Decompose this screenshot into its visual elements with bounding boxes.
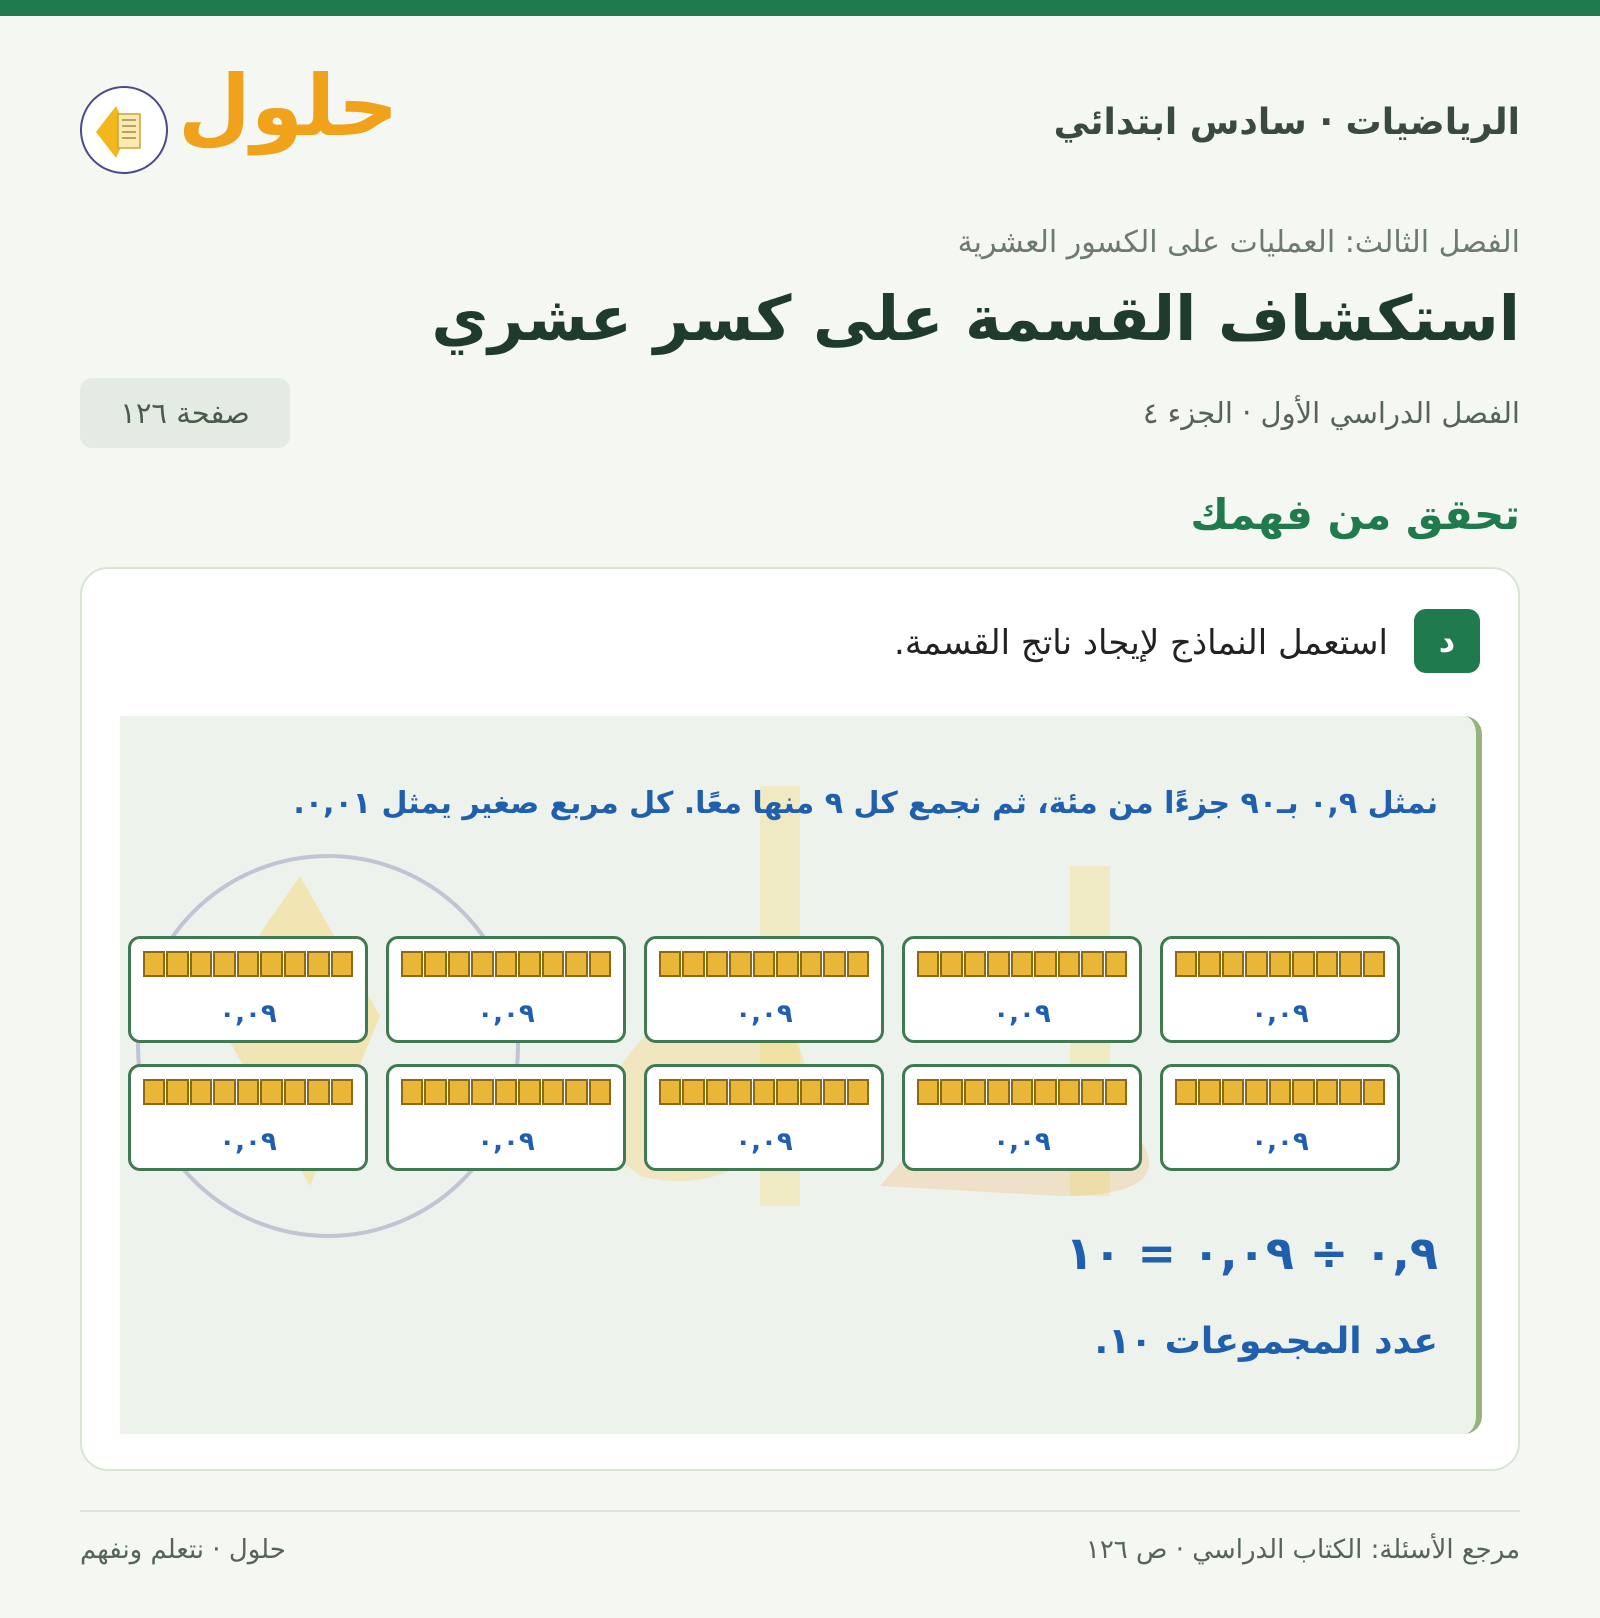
hundredth-square — [729, 951, 751, 977]
hundredth-square — [1245, 1079, 1267, 1105]
question-letter-badge: د — [1414, 609, 1480, 673]
hundredth-square — [706, 951, 728, 977]
hundredth-square — [1198, 1079, 1220, 1105]
hundredths-squares — [401, 1079, 611, 1105]
hundredth-square — [213, 951, 235, 977]
hundredth-square — [1292, 951, 1314, 977]
footer-divider — [80, 1510, 1520, 1512]
hundredth-square — [542, 1079, 564, 1105]
hundredth-square — [987, 951, 1009, 977]
hundredth-square — [1175, 951, 1197, 977]
group-value-label: ٠,٠٩ — [1251, 1127, 1309, 1157]
solution-panel — [120, 716, 1482, 1434]
hundredth-square — [1011, 951, 1033, 977]
hundredth-square — [917, 1079, 939, 1105]
hundredth-square — [964, 951, 986, 977]
hulul-logo[interactable] — [80, 57, 399, 180]
hundredth-square — [589, 951, 611, 977]
hundredth-square — [307, 1079, 329, 1105]
decimal-model-groups — [160, 936, 1400, 1176]
hundredths-squares — [143, 1079, 353, 1105]
hundredths-squares — [917, 951, 1127, 977]
model-group — [386, 936, 626, 1043]
top-accent-bar — [0, 0, 1600, 16]
model-group — [644, 1064, 884, 1171]
hundredth-square — [1175, 1079, 1197, 1105]
hundredth-square — [565, 951, 587, 977]
hundredth-square — [260, 951, 282, 977]
model-group — [902, 1064, 1142, 1171]
group-value-label: ٠,٠٩ — [219, 1127, 277, 1157]
hundredth-square — [166, 1079, 188, 1105]
term-label: الفصل الدراسي الأول · الجزء ٤ — [1142, 396, 1520, 430]
model-group — [902, 936, 1142, 1043]
hundredth-square — [823, 951, 845, 977]
book-logo-icon — [80, 86, 168, 174]
hundredth-square — [495, 951, 517, 977]
page-number-badge: صفحة ١٢٦ — [80, 378, 290, 448]
hundredth-square — [1363, 951, 1385, 977]
hundredth-square — [940, 951, 962, 977]
hundredth-square — [307, 951, 329, 977]
hundredth-square — [1105, 951, 1127, 977]
hundredth-square — [213, 1079, 235, 1105]
hundredth-square — [589, 1079, 611, 1105]
hundredths-squares — [1175, 1079, 1385, 1105]
hundredth-square — [729, 1079, 751, 1105]
hundredth-square — [987, 1079, 1009, 1105]
hundredth-square — [1222, 1079, 1244, 1105]
hundredth-square — [166, 951, 188, 977]
hundredth-square — [1316, 1079, 1338, 1105]
hundredth-square — [1034, 1079, 1056, 1105]
hundredth-square — [659, 951, 681, 977]
model-group — [1160, 936, 1400, 1043]
hundredth-square — [1363, 1079, 1385, 1105]
hundredth-square — [1058, 1079, 1080, 1105]
hundredths-squares — [917, 1079, 1127, 1105]
hundredth-square — [401, 1079, 423, 1105]
hundredth-square — [847, 951, 869, 977]
group-value-label: ٠,٠٩ — [477, 999, 535, 1029]
hundredth-square — [1245, 951, 1267, 977]
answer-result: عدد المجموعات ١٠. — [1094, 1321, 1438, 1362]
model-group — [644, 936, 884, 1043]
hundredths-squares — [659, 951, 869, 977]
hundredth-square — [260, 1079, 282, 1105]
hundredth-square — [659, 1079, 681, 1105]
hundredth-square — [190, 1079, 212, 1105]
hundredth-square — [471, 1079, 493, 1105]
question-card — [80, 567, 1520, 1471]
footer-brand: حلول · نتعلم ونفهم — [80, 1535, 286, 1565]
hundredth-square — [284, 1079, 306, 1105]
hundredth-square — [331, 951, 353, 977]
group-value-label: ٠,٠٩ — [735, 1127, 793, 1157]
group-value-label: ٠,٠٩ — [993, 999, 1051, 1029]
hundredth-square — [1034, 951, 1056, 977]
group-value-label: ٠,٠٩ — [219, 999, 277, 1029]
group-value-label: ٠,٠٩ — [735, 999, 793, 1029]
hundredth-square — [471, 951, 493, 977]
hundredth-square — [776, 1079, 798, 1105]
model-group — [128, 936, 368, 1043]
hundredth-square — [753, 951, 775, 977]
hundredth-square — [1316, 951, 1338, 977]
lesson-title: استكشاف القسمة على كسر عشري — [431, 282, 1520, 355]
hundredth-square — [1269, 951, 1291, 977]
hundredths-squares — [143, 951, 353, 977]
solution-explanation: نمثل ٠,٩ بـ٩٠ جزءًا من مئة، ثم نجمع كل ٩ منها معًا. كل مربع صغير يمثل ٠,٠١. — [293, 786, 1438, 821]
hundredth-square — [1081, 951, 1103, 977]
logo-wordmark: حلول — [178, 57, 399, 155]
hundredth-square — [1011, 1079, 1033, 1105]
hundredth-square — [565, 1079, 587, 1105]
hundredth-square — [753, 1079, 775, 1105]
hundredth-square — [706, 1079, 728, 1105]
hundredth-square — [190, 951, 212, 977]
hundredth-square — [448, 951, 470, 977]
hundredth-square — [964, 1079, 986, 1105]
hundredth-square — [424, 951, 446, 977]
hundredth-square — [518, 951, 540, 977]
hundredth-square — [424, 1079, 446, 1105]
question-text: استعمل النماذج لإيجاد ناتج القسمة. — [894, 623, 1388, 663]
hundredth-square — [776, 951, 798, 977]
hundredth-square — [1339, 951, 1361, 977]
section-title: تحقق من فهمك — [1190, 490, 1520, 539]
hundredth-square — [1198, 951, 1220, 977]
hundredth-square — [1081, 1079, 1103, 1105]
hundredth-square — [1222, 951, 1244, 977]
hundredth-square — [331, 1079, 353, 1105]
hundredths-squares — [401, 951, 611, 977]
hundredth-square — [448, 1079, 470, 1105]
hundredth-square — [1339, 1079, 1361, 1105]
group-value-label: ٠,٠٩ — [1251, 999, 1309, 1029]
page-header — [80, 57, 1520, 180]
hundredth-square — [237, 1079, 259, 1105]
hundredth-square — [800, 1079, 822, 1105]
division-equation: ٠,٩ ÷ ٠,٠٩ = ١٠ — [1065, 1226, 1438, 1280]
model-group — [386, 1064, 626, 1171]
hundredth-square — [940, 1079, 962, 1105]
hundredth-square — [495, 1079, 517, 1105]
hundredth-square — [401, 951, 423, 977]
hundredth-square — [143, 1079, 165, 1105]
hundredths-squares — [659, 1079, 869, 1105]
hundredth-square — [1058, 951, 1080, 977]
hundredths-squares — [1175, 951, 1385, 977]
subject-label: الرياضيات · سادس ابتدائي — [1053, 102, 1520, 143]
model-group — [128, 1064, 368, 1171]
hundredth-square — [682, 1079, 704, 1105]
hundredth-square — [143, 951, 165, 977]
hundredth-square — [847, 1079, 869, 1105]
group-value-label: ٠,٠٩ — [993, 1127, 1051, 1157]
footer-reference: مرجع الأسئلة: الكتاب الدراسي · ص ١٢٦ — [1085, 1535, 1520, 1565]
hundredth-square — [682, 951, 704, 977]
hundredth-square — [823, 1079, 845, 1105]
hundredth-square — [1105, 1079, 1127, 1105]
model-group — [1160, 1064, 1400, 1171]
hundredth-square — [917, 951, 939, 977]
group-value-label: ٠,٠٩ — [477, 1127, 535, 1157]
chapter-title: الفصل الثالث: العمليات على الكسور العشرية — [957, 225, 1520, 260]
hundredth-square — [800, 951, 822, 977]
hundredth-square — [1292, 1079, 1314, 1105]
hundredth-square — [237, 951, 259, 977]
hundredth-square — [518, 1079, 540, 1105]
hundredth-square — [284, 951, 306, 977]
hundredth-square — [542, 951, 564, 977]
hundredth-square — [1269, 1079, 1291, 1105]
